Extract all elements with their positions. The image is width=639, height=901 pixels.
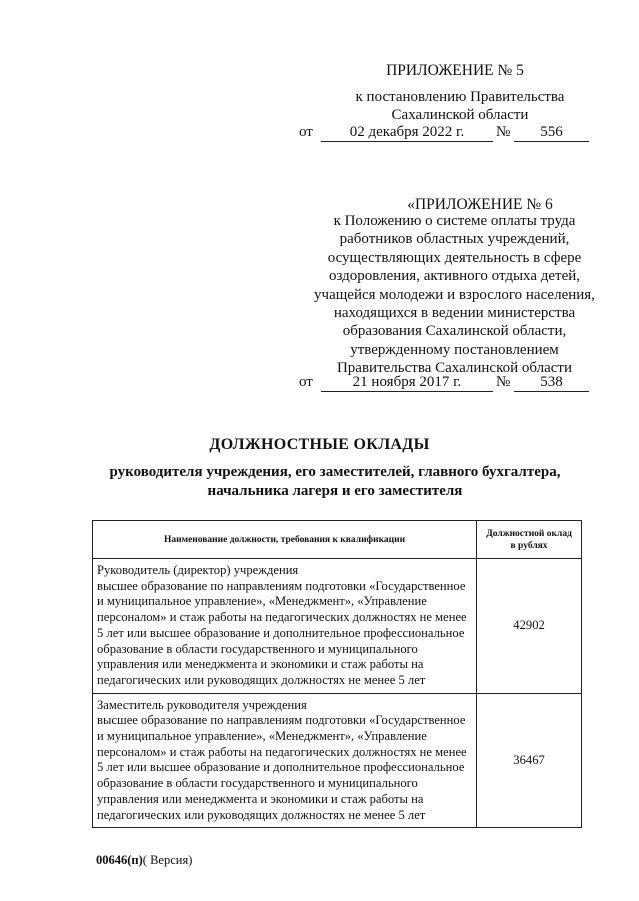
appendix-6-date: 21 ноября 2017 г. — [321, 374, 493, 392]
table-header-row — [93, 521, 582, 559]
appendix-5-dateline — [299, 124, 599, 144]
appendix-5-reference — [320, 88, 600, 124]
table-row — [93, 693, 582, 828]
appendix-5-number: 556 — [514, 124, 589, 142]
position-cell — [93, 559, 477, 694]
position-requirements: высшее образование по направлениям подготовки «Государственное и муниципальное управление», «Менеджмент», «Управление персоналом» и стаж работы на педагогических должностях не менее 5 лет или высшее образование и дополнительное профессиональное образование в области государственного и муниципального управления или менеджмента и экономики и стаж работы на педагогических или руководящих должностях не менее 5 лет — [97, 713, 467, 822]
appendix-6-dateline — [299, 374, 599, 394]
appendix-5-date: 02 декабря 2022 г. — [321, 124, 493, 142]
position-name: Заместитель руководителя учреждения — [97, 697, 307, 712]
column-header-position: Наименование должности, требования к квалификации — [93, 521, 477, 559]
position-name: Руководитель (директор) учреждения — [97, 563, 299, 577]
document-title: ДОЛЖНОСТНЫЕ ОКЛАДЫ — [209, 436, 430, 453]
appendix-5-title: ПРИЛОЖЕНИЕ № 5 — [386, 62, 524, 79]
column-header-salary: Должностной оклад в рублях — [477, 521, 582, 559]
appendix-6-title: «ПРИЛОЖЕНИЕ № 6 — [407, 196, 553, 213]
appendix-6-number: 538 — [514, 374, 589, 392]
footer-code — [96, 853, 192, 868]
number-sign: № — [496, 374, 511, 390]
date-prefix: от — [299, 374, 313, 390]
appendix-5-to: к постановлению Правительства — [355, 89, 565, 105]
salary-cell: 42902 — [477, 559, 582, 694]
salary-table — [92, 520, 582, 828]
document-subtitle: руководителя учреждения, его заместителей, главного бухгалтера, начальника лагеря и его заместителя — [109, 464, 561, 499]
number-sign: № — [496, 124, 511, 140]
appendix-6-text: к Положению о системе оплаты труда работников областных учреждений, осуществляющих деятельность в сфере оздоровления, активного отдыха детей, учащейся молодежи и взрослого населения, находящихся в ведении министерства образования Сахалинской области, утвержденному постановлением Правительства Сахалинской области — [314, 213, 595, 377]
table-row — [93, 559, 582, 694]
position-requirements: высшее образование по направлениям подготовки «Государственное и муниципальное управление», «Менеджмент», «Управление персоналом» и стаж работы на педагогических должностях не менее 5 лет или высшее образование и дополнительное профессиональное образование в области государственного и муниципального управления или менеджмента и экономики и стаж работы на педагогических или руководящих должностях не менее 5 лет — [97, 578, 467, 687]
salary-cell: 36467 — [477, 693, 582, 828]
appendix-5-region: Сахалинской области — [391, 107, 529, 123]
date-prefix: от — [299, 124, 313, 140]
position-cell — [93, 693, 477, 828]
document-version: ( Версия) — [142, 853, 193, 867]
document-code: 00646(п) — [96, 853, 143, 867]
